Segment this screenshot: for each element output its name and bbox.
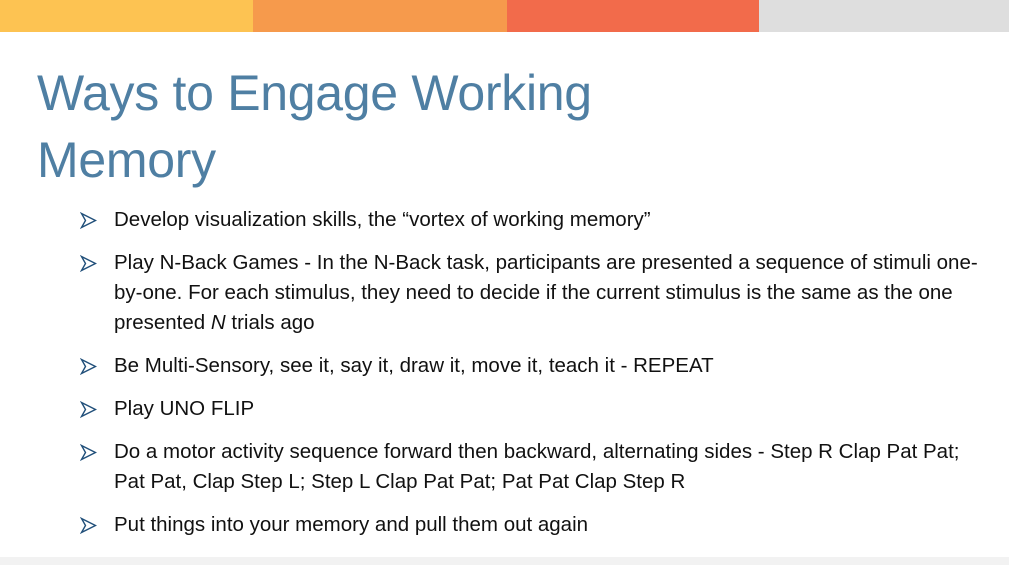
arrow-bullet-icon-shape [80, 255, 97, 272]
bullet-text: Do a motor activity sequence forward then backward, alternating sides - Step R Clap Pat Pat; Pat Pat, Clap Step L; Step L Clap Pat Pat; Pat Pat Clap Step R [114, 440, 960, 493]
arrow-bullet-icon-shape [80, 517, 97, 534]
top-color-bar [0, 0, 1009, 32]
arrow-bullet-icon-shape [80, 444, 97, 461]
bullet-list [78, 205, 988, 553]
slide-title-line-1: Ways to Engage Working [37, 65, 592, 121]
arrow-bullet-icon [78, 394, 98, 424]
arrow-bullet-icon [78, 205, 98, 235]
color-bar-segment-orange [253, 0, 507, 32]
bullet-text-part: Play N-Back Games - In the N-Back task, participants are presented a sequence of stimuli one-by-one. For each stimulus, they need to decide if the current stimulus is the same as the one presented [114, 251, 978, 334]
bullet-item [78, 437, 988, 497]
bullet-item [78, 248, 988, 338]
arrow-bullet-icon [78, 248, 98, 278]
bullet-item [78, 394, 988, 424]
arrow-bullet-icon-shape [80, 212, 97, 229]
arrow-bullet-icon-shape [80, 358, 97, 375]
color-bar-segment-yellow [0, 0, 253, 32]
color-bar-segment-gray [759, 0, 1009, 32]
bullet-text: Develop visualization skills, the “vortex of working memory” [114, 208, 651, 231]
slide-title-line-2: Memory [37, 132, 216, 188]
bullet-text-part: trials ago [225, 311, 315, 334]
bullet-text: Be Multi-Sensory, see it, say it, draw it, move it, teach it - REPEAT [114, 354, 714, 377]
arrow-bullet-icon-shape [80, 401, 97, 418]
arrow-bullet-icon [78, 437, 98, 467]
bullet-text [114, 251, 978, 334]
arrow-bullet-icon [78, 510, 98, 540]
bullet-item [78, 205, 988, 235]
slide-bottom-edge [0, 557, 1009, 565]
bullet-text: Play UNO FLIP [114, 397, 255, 420]
bullet-item [78, 351, 988, 381]
color-bar-segment-red [507, 0, 759, 32]
arrow-bullet-icon [78, 351, 98, 381]
bullet-italic-n: N [210, 311, 226, 334]
bullet-item [78, 510, 988, 540]
bullet-text: Put things into your memory and pull them out again [114, 513, 589, 536]
slide-title [37, 60, 937, 194]
